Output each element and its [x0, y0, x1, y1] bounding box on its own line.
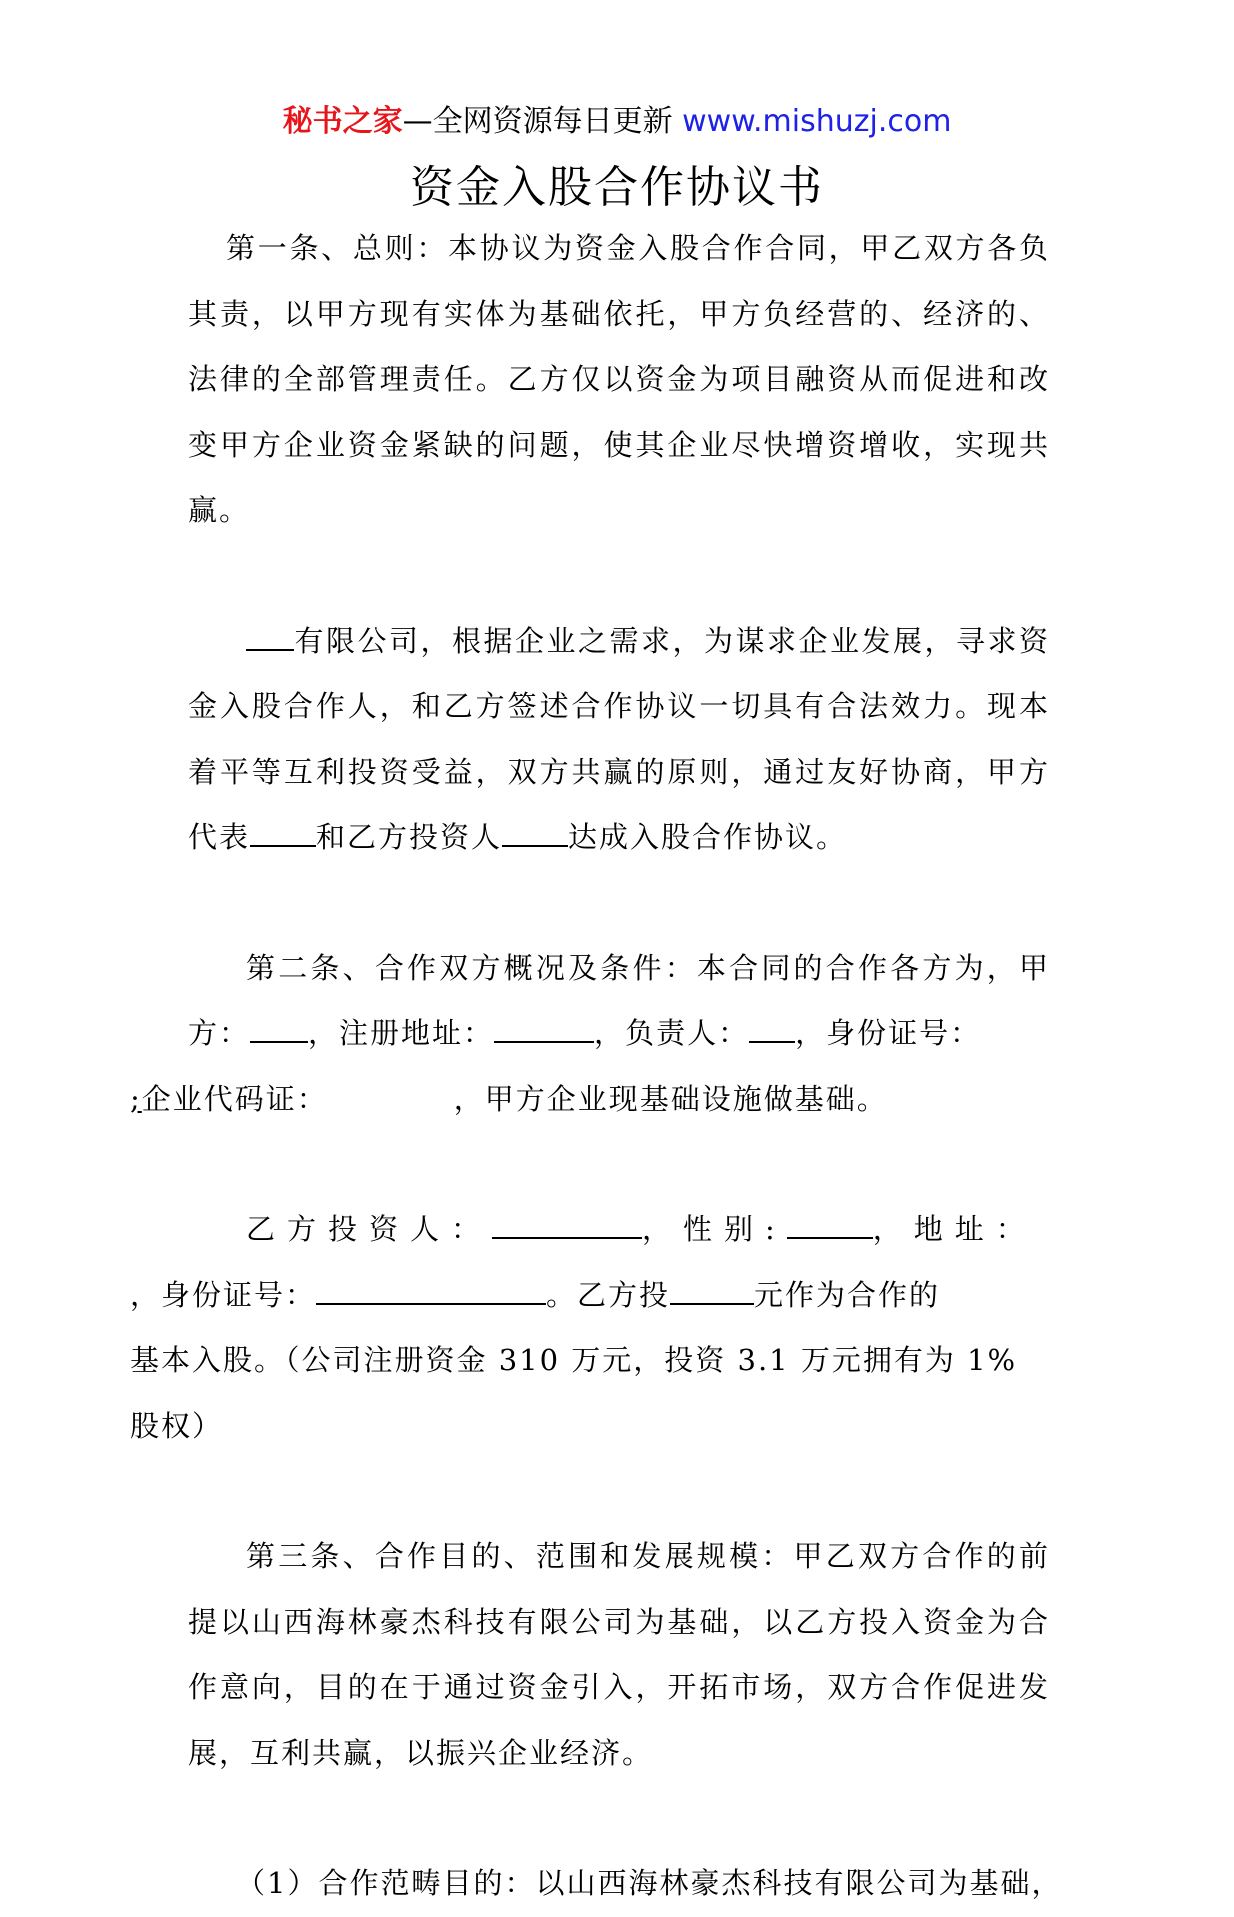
basic-share-line: 基本入股。（公司注册资金 310 万元，投资 3.1 万元拥有为 1%	[130, 1343, 1018, 1377]
semicolon-mark: ;	[130, 1081, 142, 1116]
org-code-tail: ，甲方企业现基础设施做基础。	[453, 1081, 888, 1116]
party-a-name-blank	[250, 1015, 308, 1043]
invest-amount-blank	[670, 1277, 754, 1305]
investor-id-blank	[316, 1277, 546, 1305]
article-2-line1: 第二条、合作双方概况及条件：本合同的合作各方为，甲	[246, 950, 1050, 985]
invest-text: 。乙方投	[546, 1277, 671, 1312]
party-a-rep-blank	[250, 819, 316, 847]
site-banner	[0, 100, 1234, 144]
id-number-label: ，身份证号：	[795, 1016, 982, 1050]
company-para-part2: 和乙方投资人	[316, 820, 503, 854]
person-in-charge-blank	[749, 1015, 795, 1043]
person-in-charge-label: 负责人：	[625, 1016, 750, 1050]
brand-tagline: —全网资源每日更新	[402, 104, 673, 139]
company-paragraph	[188, 609, 1050, 871]
document-body	[130, 216, 1063, 1917]
investor-name-blank	[502, 819, 568, 847]
gender-blank	[787, 1211, 873, 1239]
address-blank	[494, 1015, 594, 1043]
article-2-paragraph	[130, 936, 1050, 1133]
investor-paragraph	[130, 1197, 1050, 1459]
gender-label: ，性别:	[642, 1212, 787, 1246]
investor-id-label: ，身份证号：	[130, 1277, 317, 1312]
site-url-link[interactable]: www.mishuzj.com	[682, 104, 952, 139]
brand-name: 秘书之家	[282, 104, 403, 139]
invest-tail: 元作为合作的	[754, 1277, 941, 1312]
investor-address-label: ，地址：	[872, 1212, 1037, 1246]
investor-name-field-blank	[492, 1211, 642, 1239]
company-para-part3: 达成入股合作协议。	[568, 820, 848, 854]
article-1-paragraph: 第一条、总则：本协议为资金入股合作合同，甲乙双方各负其责，以甲方现有实体为基础依托，甲方负经营的、经济的、法律的全部管理责任。乙方仅以资金为项目融资从而促进和改变甲方企业资金紧缺的问题，使其企业尽快增资增收，实现共赢。	[188, 231, 1050, 527]
clause-1-paragraph: （1）合作范畴目的：以山西海林豪杰科技有限公司为基础，	[236, 1866, 1063, 1900]
address-label: 注册地址：	[339, 1016, 495, 1050]
company-name-blank	[246, 623, 294, 651]
article-3-paragraph: 第三条、合作目的、范围和发展规模：甲乙双方合作的前提以山西海林豪杰科技有限公司为基础，以乙方投入资金为合作意向，目的在于通过资金引入，开拓市场，双方合作促进发展，互利共赢，以振兴企业经济。	[188, 1539, 1050, 1770]
org-code-label: 企业代码证：	[141, 1081, 328, 1116]
party-a-label: 方：	[188, 1016, 251, 1050]
document-title: 资金入股合作协议书	[410, 162, 824, 213]
comma-1: ，	[308, 1016, 340, 1050]
company-para-part1: 有限公司，根据企业之需求，为谋求企业发展，寻求资金入股合作人，和乙方签述合作协议一切具有合法效力。现本着平等互利投资受益，双方共赢的原则，通过友好协商，甲方代表	[188, 623, 1050, 854]
equity-line: 股权）	[130, 1408, 224, 1443]
comma-2: ，	[594, 1016, 626, 1050]
investor-label: 乙方投资人：	[246, 1212, 493, 1246]
